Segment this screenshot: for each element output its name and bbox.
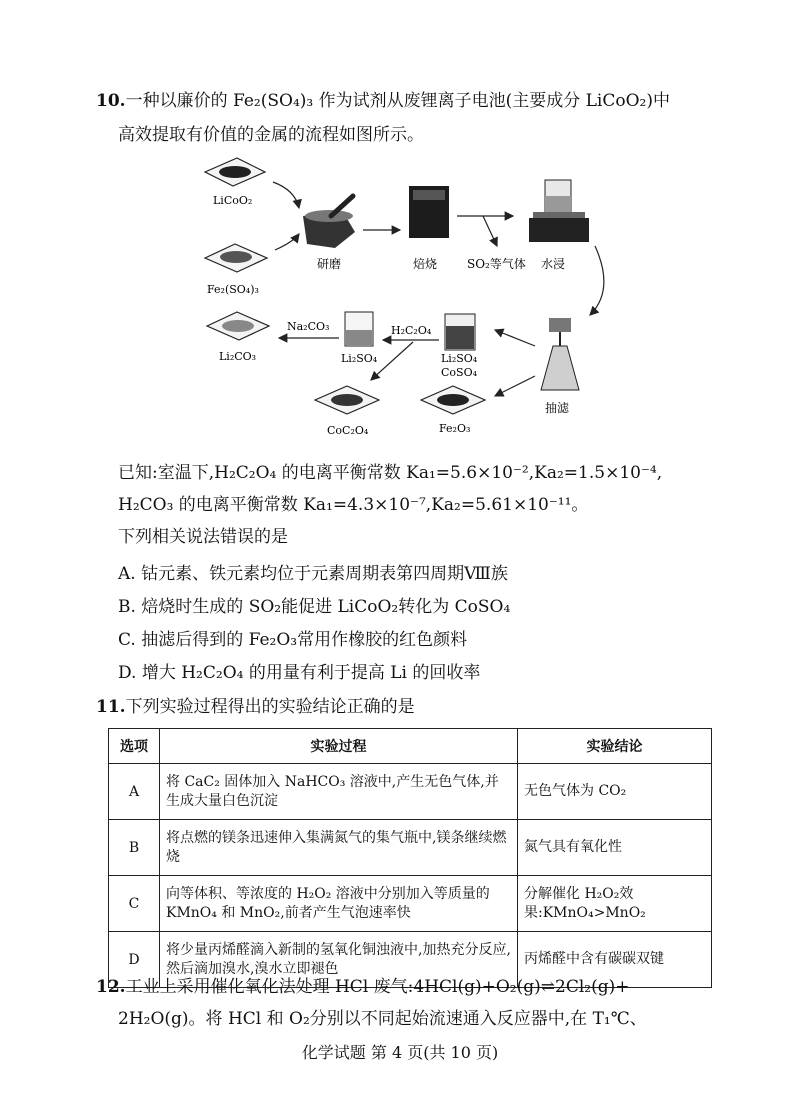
furnace-icon (409, 186, 449, 238)
label-so2-gas: SO₂等气体 (467, 257, 526, 271)
q12-line2: 2H₂O(g)。将 HCl 和 O₂分别以不同起始流速通入反应器中,在 T₁℃、 (118, 1009, 647, 1029)
filtrate-beaker-icon (445, 314, 475, 350)
experiment-table (108, 728, 712, 988)
arrow-filter-to-filtrate (495, 330, 535, 346)
q10-stem-line2: 高效提取有价值的金属的流程如图所示。 (118, 125, 424, 145)
q11-number: 11. (96, 697, 126, 717)
label-licoo2: LiCoO₂ (213, 194, 253, 207)
fe2so43-sample-icon (205, 244, 267, 272)
q10-question: 下列相关说法错误的是 (118, 527, 288, 547)
label-h2c2o4: H₂C₂O₄ (391, 324, 432, 337)
q10-option-b: B. 焙烧时生成的 SO₂能促进 LiCoO₂转化为 CoSO₄ (118, 597, 511, 617)
table-row: B 将点燃的镁条迅速伸入集满氮气的集气瓶中,镁条继续燃烧 氮气具有氧化性 (109, 820, 712, 876)
process-flow-diagram (195, 150, 615, 450)
label-roast: 焙烧 (413, 257, 438, 271)
fe2o3-sample-icon (421, 386, 485, 414)
q10-known-line2: H₂CO₃ 的电离平衡常数 Ka₁=4.3×10⁻⁷,Ka₂=5.61×10⁻¹¹。 (118, 495, 589, 515)
arrow-filter-to-fe2o3 (495, 376, 535, 396)
q10-option-a: A. 钴元素、铁元素均位于元素周期表第四周期Ⅷ族 (118, 564, 508, 584)
header-process: 实验过程 (160, 729, 518, 764)
q12-number: 12. (96, 977, 126, 997)
table-row: C 向等体积、等浓度的 H₂O₂ 溶液中分别加入等质量的 KMnO₄ 和 MnO₂,前者产生气泡速率快 分解催化 H₂O₂效果:KMnO₄>MnO₂ (109, 876, 712, 932)
arrow-fe-to-mortar (275, 234, 299, 250)
li2so4-beaker-icon (345, 312, 373, 346)
arrow-to-filter (590, 246, 604, 315)
header-conclusion: 实验结论 (518, 729, 712, 764)
page-footer: 化学试题 第 4 页(共 10 页) (301, 1043, 499, 1062)
label-fe2o3: Fe₂O₃ (439, 422, 471, 435)
label-water-leach: 水浸 (541, 257, 566, 271)
label-na2co3: Na₂CO₃ (287, 320, 330, 333)
licoo2-sample-icon (205, 158, 265, 186)
q10-option-c: C. 抽滤后得到的 Fe₂O₃常用作橡胶的红色颜料 (118, 630, 468, 650)
arrow-licoo2-to-mortar (273, 182, 299, 208)
arrow-gas-out (483, 216, 497, 246)
label-li2so4: Li₂SO₄ (341, 352, 378, 365)
mortar-pestle-icon (303, 196, 355, 248)
suction-filter-icon (541, 318, 579, 390)
q10-option-d: D. 增大 H₂C₂O₄ 的用量有利于提高 Li 的回收率 (118, 663, 481, 683)
label-grind: 研磨 (317, 257, 342, 271)
q11-stem: 11.下列实验过程得出的实验结论正确的是 (96, 697, 415, 717)
header-option: 选项 (109, 729, 160, 764)
label-li2so4-coso4-a: Li₂SO₄ (441, 352, 478, 365)
label-suction-filter: 抽滤 (545, 401, 570, 415)
table-row: A 将 CaC₂ 固体加入 NaHCO₃ 溶液中,产生无色气体,并生成大量白色沉淀 无色气体为 CO₂ (109, 764, 712, 820)
label-coc2o4: CoC₂O₄ (327, 424, 369, 437)
li2co3-sample-icon (207, 312, 269, 340)
label-li2so4-coso4-b: CoSO₄ (441, 366, 478, 379)
hotplate-beaker-icon (529, 180, 589, 242)
q10-number: 10. (96, 91, 126, 111)
label-fe2so43: Fe₂(SO₄)₃ (207, 283, 259, 296)
table-row: D 将少量丙烯醛滴入新制的氢氧化铜浊液中,加热充分反应,然后滴加溴水,溴水立即褪色 丙烯醛中含有碳碳双键 (109, 932, 712, 988)
label-li2co3: Li₂CO₃ (219, 350, 257, 363)
q12-line1: 12.工业上采用催化氧化法处理 HCl 废气:4HCl(g)+O₂(g)⇌2Cl₂(g)+ (96, 977, 630, 997)
q10-stem-line1: 10.一种以廉价的 Fe₂(SO₄)₃ 作为试剂从废锂离子电池(主要成分 LiCoO₂)中 (96, 91, 670, 111)
q10-known-line1: 已知:室温下,H₂C₂O₄ 的电离平衡常数 Ka₁=5.6×10⁻²,Ka₂=1.5×10⁻⁴, (118, 463, 663, 483)
table-header-row (109, 729, 712, 764)
coc2o4-sample-icon (315, 386, 379, 414)
arrow-to-coc2o4 (371, 342, 413, 380)
